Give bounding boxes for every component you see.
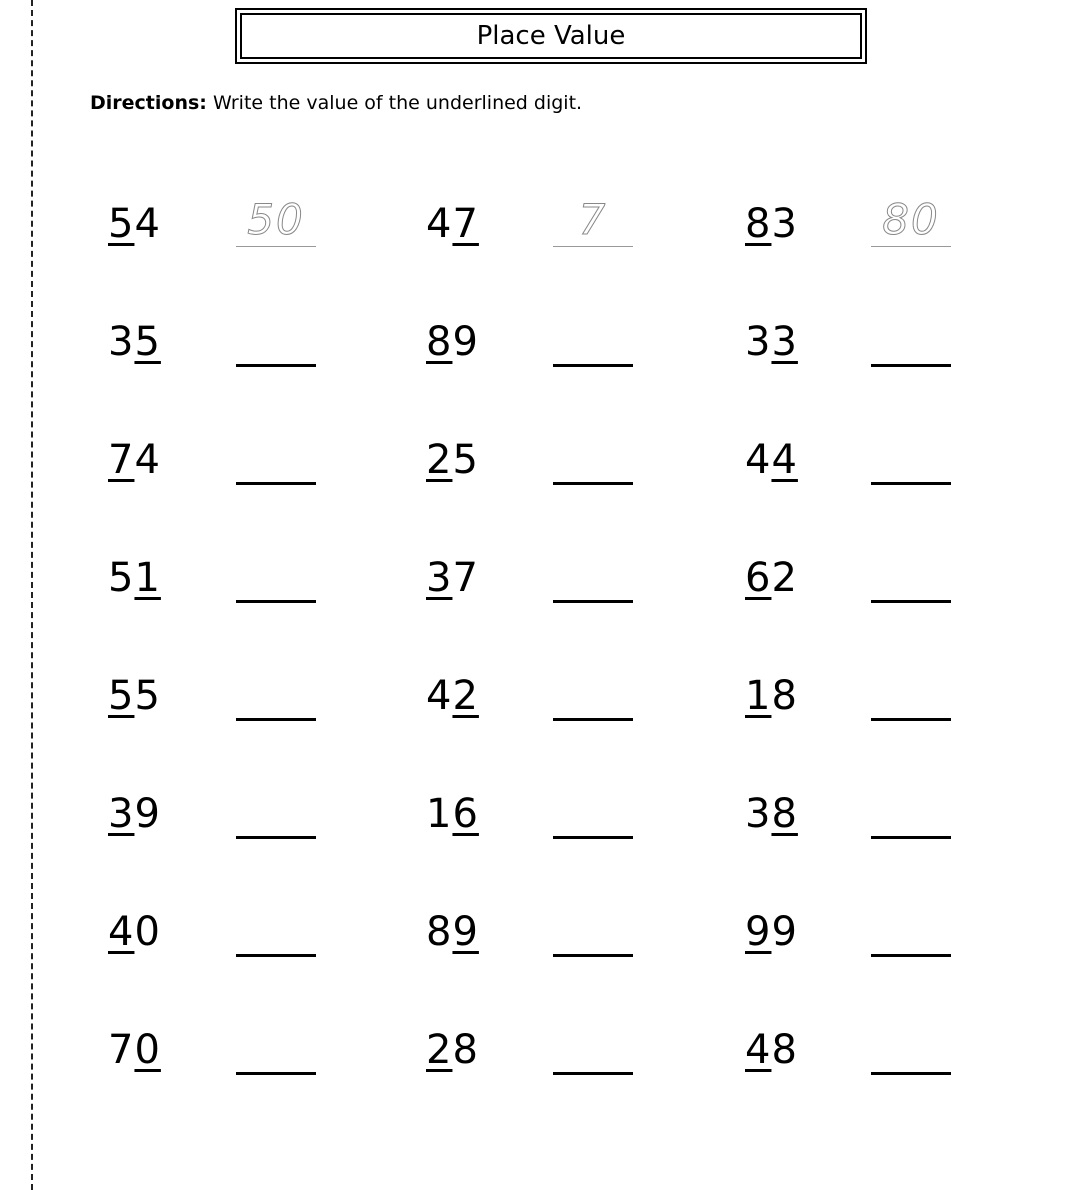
underlined-digit: 4	[108, 909, 135, 955]
problem-number	[108, 552, 161, 604]
digit: 3	[745, 791, 772, 837]
digit: 3	[108, 319, 135, 365]
problem-number	[745, 788, 798, 840]
problem-number	[108, 788, 161, 840]
underlined-digit: 3	[108, 791, 135, 837]
problem-number	[108, 434, 161, 486]
answer-blank[interactable]	[553, 600, 633, 603]
underlined-digit: 5	[108, 673, 135, 719]
traced-answer: 7	[578, 195, 608, 244]
problem-number	[108, 316, 161, 368]
underlined-digit: 1	[134, 555, 161, 601]
problem-row	[0, 434, 1080, 494]
answer-blank[interactable]	[871, 1072, 951, 1075]
underlined-digit: 3	[426, 555, 453, 601]
problem-number	[426, 434, 479, 486]
answer-blank[interactable]	[871, 954, 951, 957]
answer-blank[interactable]	[871, 718, 951, 721]
digit: 4	[134, 201, 161, 247]
answer-line	[553, 246, 633, 247]
traced-answer: 80	[882, 195, 940, 244]
underlined-digit: 5	[108, 201, 135, 247]
problem-number	[108, 906, 161, 958]
answer-blank[interactable]	[236, 600, 316, 603]
answer-blank[interactable]	[236, 718, 316, 721]
problem-number	[745, 906, 798, 958]
digit: 8	[452, 1027, 479, 1073]
underlined-digit: 8	[745, 201, 772, 247]
answer-blank[interactable]	[236, 954, 316, 957]
underlined-digit: 6	[745, 555, 772, 601]
page-title: Place Value	[240, 13, 862, 59]
answer-blank[interactable]	[553, 836, 633, 839]
underlined-digit: 2	[426, 1027, 453, 1073]
underlined-digit: 8	[771, 791, 798, 837]
directions-text: Write the value of the underlined digit.	[212, 92, 583, 114]
problem-number	[426, 788, 479, 840]
answer-blank[interactable]	[553, 718, 633, 721]
answer-line	[871, 246, 951, 247]
digit: 0	[134, 909, 161, 955]
problem-number	[426, 906, 479, 958]
underlined-digit: 8	[426, 319, 453, 365]
problem-number	[108, 670, 161, 722]
digit: 2	[771, 555, 798, 601]
problem-row	[0, 195, 1080, 258]
underlined-digit: 4	[771, 437, 798, 483]
answer-blank[interactable]	[553, 482, 633, 485]
answer-blank[interactable]	[236, 836, 316, 839]
problem-number	[745, 198, 798, 250]
problem-number	[426, 552, 479, 604]
problem-number	[426, 670, 479, 722]
problem-number	[108, 198, 161, 250]
underlined-digit: 2	[452, 673, 479, 719]
digit: 3	[771, 201, 798, 247]
underlined-digit: 3	[771, 319, 798, 365]
traced-answer: 50	[247, 195, 305, 244]
problem-number	[745, 316, 798, 368]
underlined-digit: 2	[426, 437, 453, 483]
digit: 7	[452, 555, 479, 601]
digit: 5	[108, 555, 135, 601]
answer-blank[interactable]	[871, 600, 951, 603]
digit: 4	[745, 437, 772, 483]
answer-blank[interactable]	[236, 482, 316, 485]
underlined-digit: 1	[745, 673, 772, 719]
answer-blank[interactable]	[553, 364, 633, 367]
digit: 8	[426, 909, 453, 955]
title-box	[235, 8, 867, 64]
problem-row	[0, 552, 1080, 612]
underlined-digit: 5	[134, 319, 161, 365]
answer-blank[interactable]	[871, 364, 951, 367]
problem-row	[0, 788, 1080, 848]
answer-blank[interactable]	[871, 836, 951, 839]
digit: 5	[452, 437, 479, 483]
underlined-digit: 0	[134, 1027, 161, 1073]
underlined-digit: 9	[452, 909, 479, 955]
digit: 9	[452, 319, 479, 365]
digit: 4	[426, 673, 453, 719]
problem-number	[745, 670, 798, 722]
underlined-digit: 6	[452, 791, 479, 837]
digit: 1	[426, 791, 453, 837]
problem-number	[745, 552, 798, 604]
answer-blank[interactable]	[553, 1072, 633, 1075]
answer-blank[interactable]	[871, 482, 951, 485]
digit: 7	[108, 1027, 135, 1073]
answer-line	[236, 246, 316, 247]
problem-number	[426, 1024, 479, 1076]
problem-row	[0, 906, 1080, 966]
digit: 8	[771, 1027, 798, 1073]
problem-number	[426, 316, 479, 368]
underlined-digit: 7	[108, 437, 135, 483]
underlined-digit: 9	[745, 909, 772, 955]
digit: 3	[745, 319, 772, 365]
underlined-digit: 7	[452, 201, 479, 247]
problem-row	[0, 316, 1080, 376]
digit: 8	[771, 673, 798, 719]
answer-blank[interactable]	[236, 364, 316, 367]
digit: 9	[771, 909, 798, 955]
problem-number	[108, 1024, 161, 1076]
problem-row	[0, 1024, 1080, 1084]
problem-row	[0, 670, 1080, 730]
digit: 4	[426, 201, 453, 247]
answer-blank[interactable]	[236, 1072, 316, 1075]
problem-number	[745, 1024, 798, 1076]
problem-number	[426, 198, 479, 250]
problem-number	[745, 434, 798, 486]
underlined-digit: 4	[745, 1027, 772, 1073]
directions-label: Directions:	[90, 92, 207, 114]
digit: 9	[134, 791, 161, 837]
digit: 5	[134, 673, 161, 719]
answer-blank[interactable]	[553, 954, 633, 957]
digit: 4	[134, 437, 161, 483]
directions	[90, 92, 582, 114]
